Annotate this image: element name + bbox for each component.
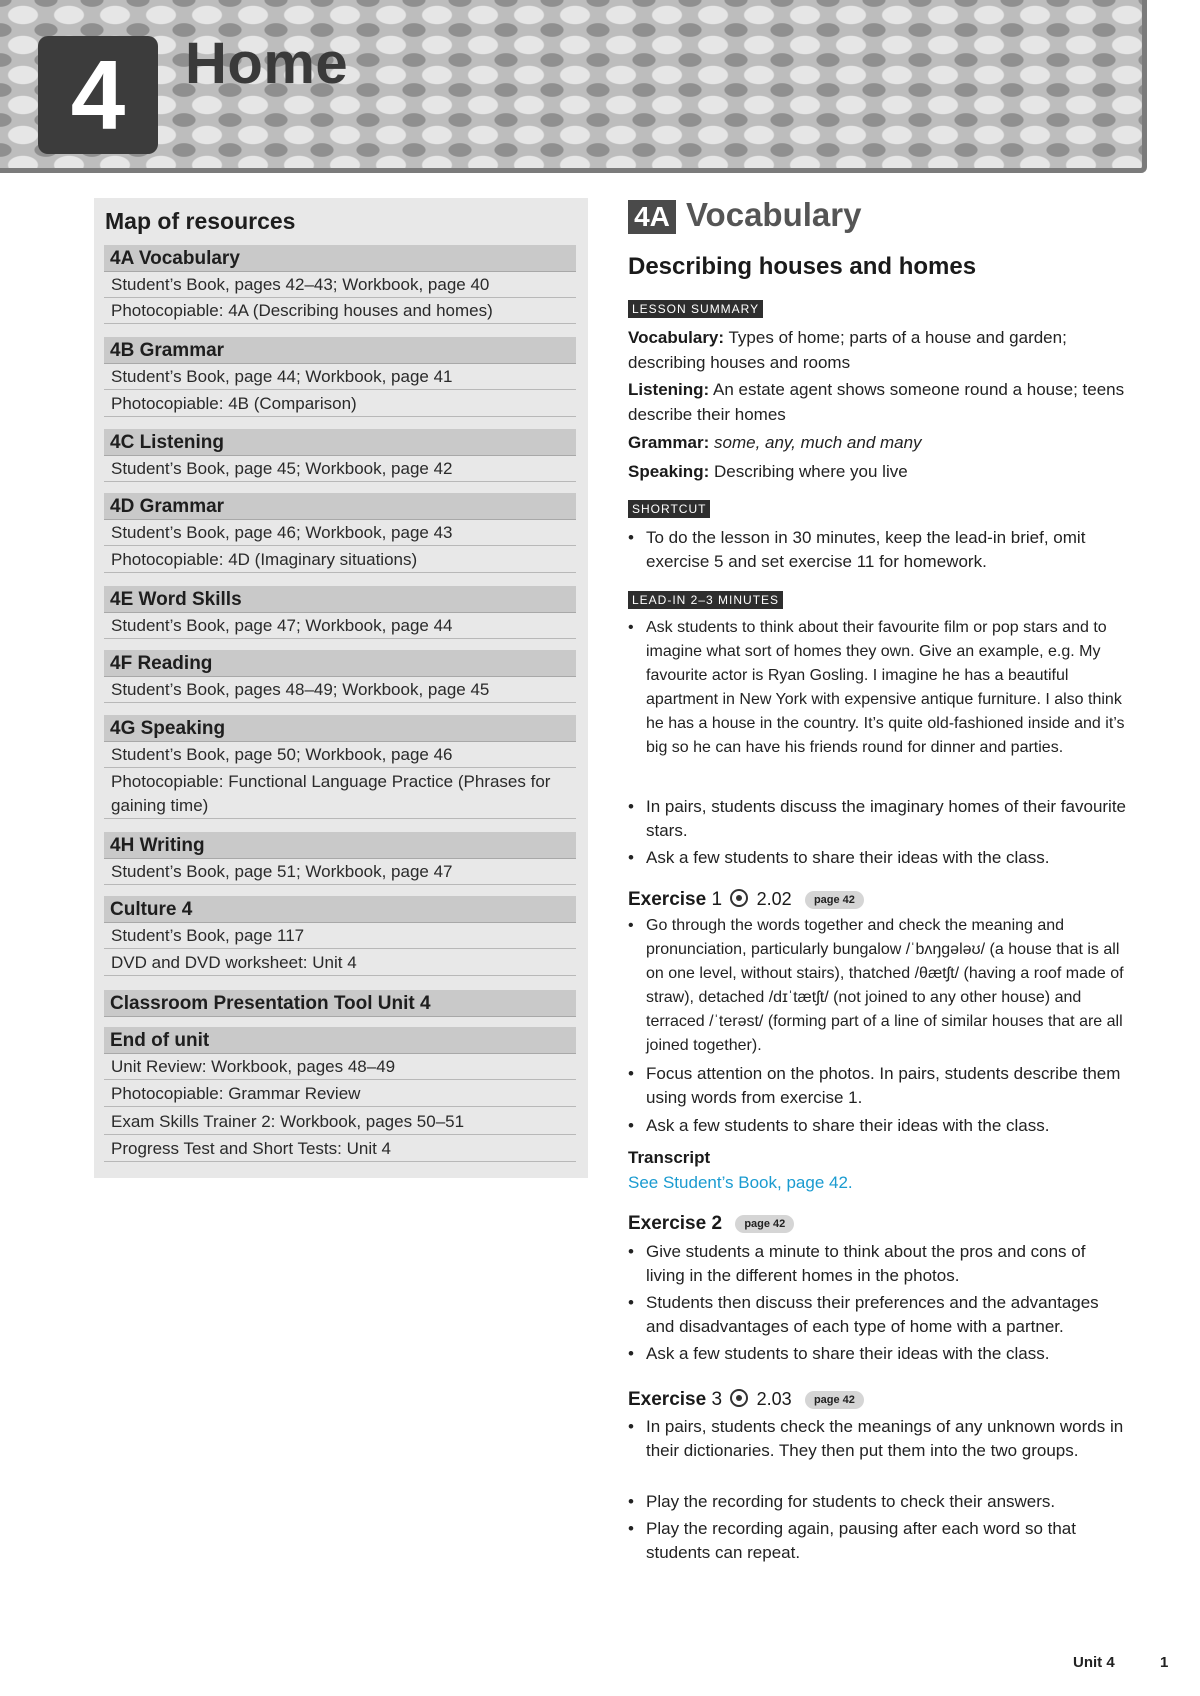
map-section-head: 4G Speaking — [104, 715, 576, 742]
leadin-bullet: • Ask students to think about their favourite film or pop stars and to imagine what sort of homes they own. Give an example, e.g. My favourite actor is Ryan Gosling. I imagine he has a beautiful apartment in New York with expensive antique furniture. I also think he has a house in the country. It’s quite old-fashioned inside and it’s big so he can have his friends round for dinner and parties. — [628, 616, 1128, 760]
lesson-summary-label: LESSON SUMMARY — [628, 300, 763, 318]
map-row: Student’s Book, page 44; Workbook, page 41 — [104, 365, 576, 390]
unit-number-badge: 4 — [38, 36, 158, 154]
map-row: Photocopiable: 4B (Comparison) — [104, 392, 576, 417]
map-section-head: 4D Grammar — [104, 493, 576, 520]
summary-speaking — [628, 459, 1128, 484]
map-row: Student’s Book, pages 48–49; Workbook, page 45 — [104, 678, 576, 703]
exercise-bullet: • Ask a few students to share their ideas with the class. — [628, 1342, 1128, 1366]
leadin-bullet: • Ask a few students to share their ideas with the class. — [628, 846, 1128, 870]
exercise-number: 1 — [711, 889, 723, 910]
map-row: Student’s Book, pages 42–43; Workbook, page 40 — [104, 273, 576, 298]
map-row: Exam Skills Trainer 2: Workbook, pages 50–51 — [104, 1110, 576, 1135]
lesson-title: Vocabulary — [686, 196, 862, 233]
exercise-label: Exercise — [628, 1389, 707, 1410]
exercise-number: 3 — [711, 1389, 723, 1410]
map-row: Student’s Book, page 51; Workbook, page 47 — [104, 860, 576, 885]
page-reference: page 42 — [805, 1391, 864, 1409]
page-reference: page 42 — [805, 891, 864, 909]
map-row: Photocopiable: 4D (Imaginary situations) — [104, 548, 576, 573]
audio-cd-icon — [730, 1389, 748, 1407]
transcript-link[interactable]: See Student’s Book, page 42. — [628, 1173, 853, 1192]
map-section-head: Classroom Presentation Tool Unit 4 — [104, 990, 576, 1017]
summary-label: Vocabulary: — [628, 328, 725, 347]
summary-label: Grammar: — [628, 433, 710, 452]
exercise-number: 2 — [711, 1213, 723, 1234]
map-section-head: 4A Vocabulary — [104, 245, 576, 272]
map-section-head: 4E Word Skills — [104, 586, 576, 613]
map-row: Student’s Book, page 47; Workbook, page 44 — [104, 614, 576, 639]
exercise-bullet: • In pairs, students check the meanings of any unknown words in their dictionaries. They then put them into the two groups. — [628, 1415, 1128, 1463]
shortcut-bullet: • To do the lesson in 30 minutes, keep the lead-in brief, omit exercise 5 and set exercise 11 for homework. — [628, 526, 1128, 574]
map-row: Student’s Book, page 50; Workbook, page 46 — [104, 743, 576, 768]
exercise-bullet: • Students then discuss their preferences and the advantages and disadvantages of each type of home with a partner. — [628, 1291, 1128, 1339]
map-row: Student’s Book, page 46; Workbook, page 43 — [104, 521, 576, 546]
exercise-bullet: • Go through the words together and check the meaning and pronunciation, particularly bungalow /ˈbʌŋɡələʊ/ (a house that is all on one level, without stairs), thatched /θætʃt/ (having a roof made of straw), detached /dɪˈtætʃt/ (not joined to any other house) and terraced /ˈterəst/ (forming part of a line of similar houses that are all joined together). — [628, 914, 1128, 1058]
exercise-3-heading — [628, 1387, 864, 1412]
audio-track: 2.03 — [756, 1389, 792, 1409]
map-section-head: End of unit — [104, 1027, 576, 1054]
header-banner — [0, 0, 1147, 173]
transcript-heading: Transcript — [628, 1148, 711, 1167]
map-row: Photocopiable: Grammar Review — [104, 1082, 576, 1107]
map-section-head: 4C Listening — [104, 429, 576, 456]
lesson-subtitle: Describing houses and homes — [628, 253, 977, 280]
map-row: Photocopiable: Functional Language Practice (Phrases for gaining time) — [104, 770, 576, 819]
exercise-bullet: • Focus attention on the photos. In pairs, students describe them using words from exercise 1. — [628, 1062, 1128, 1110]
map-section-head: 4H Writing — [104, 832, 576, 859]
exercise-bullet: • Ask a few students to share their ideas with the class. — [628, 1114, 1128, 1138]
exercise-2-heading — [628, 1212, 794, 1236]
exercise-1-heading — [628, 887, 864, 912]
summary-text: Types of home; parts of a house and garden; describing houses and rooms — [628, 328, 1067, 372]
summary-vocabulary — [628, 325, 1128, 375]
map-title: Map of resources — [105, 208, 296, 234]
footer-unit: Unit 4 — [1073, 1654, 1115, 1671]
exercise-bullet: • Give students a minute to think about the pros and cons of living in the different homes in the photos. — [628, 1240, 1128, 1288]
page-reference: page 42 — [735, 1215, 794, 1233]
summary-text: An estate agent shows someone round a house; teens describe their homes — [628, 380, 1125, 424]
summary-label: Speaking: — [628, 462, 710, 481]
audio-track: 2.02 — [756, 889, 792, 909]
exercise-bullet: • Play the recording for students to check their answers. — [628, 1490, 1128, 1514]
summary-listening — [628, 377, 1128, 427]
map-section-head: Culture 4 — [104, 896, 576, 923]
leadin-label: LEAD-IN 2–3 MINUTES — [628, 591, 783, 609]
leadin-bullet: • In pairs, students discuss the imaginary homes of their favourite stars. — [628, 795, 1128, 843]
exercise-label: Exercise — [628, 1213, 707, 1234]
exercise-label: Exercise — [628, 889, 707, 910]
summary-text: Describing where you live — [713, 462, 908, 481]
lesson-tag: 4A — [628, 200, 676, 234]
summary-label: Listening: — [628, 380, 710, 399]
map-row: Progress Test and Short Tests: Unit 4 — [104, 1137, 576, 1162]
shortcut-label: SHORTCUT — [628, 500, 710, 518]
map-row: Unit Review: Workbook, pages 48–49 — [104, 1055, 576, 1080]
summary-text: some, any, much and many — [714, 433, 922, 452]
map-row: Student’s Book, page 117 — [104, 924, 576, 949]
unit-title: Home — [185, 31, 349, 96]
map-section-head: 4B Grammar — [104, 337, 576, 364]
summary-grammar — [628, 430, 1128, 455]
map-row: Student’s Book, page 45; Workbook, page 42 — [104, 457, 576, 482]
audio-cd-icon — [730, 889, 748, 907]
map-row: Photocopiable: 4A (Describing houses and homes) — [104, 299, 576, 324]
exercise-bullet: • Play the recording again, pausing after each word so that students can repeat. — [628, 1517, 1128, 1565]
footer-page-number: 1 — [1160, 1654, 1169, 1671]
map-row: DVD and DVD worksheet: Unit 4 — [104, 951, 576, 976]
map-section-head: 4F Reading — [104, 650, 576, 677]
